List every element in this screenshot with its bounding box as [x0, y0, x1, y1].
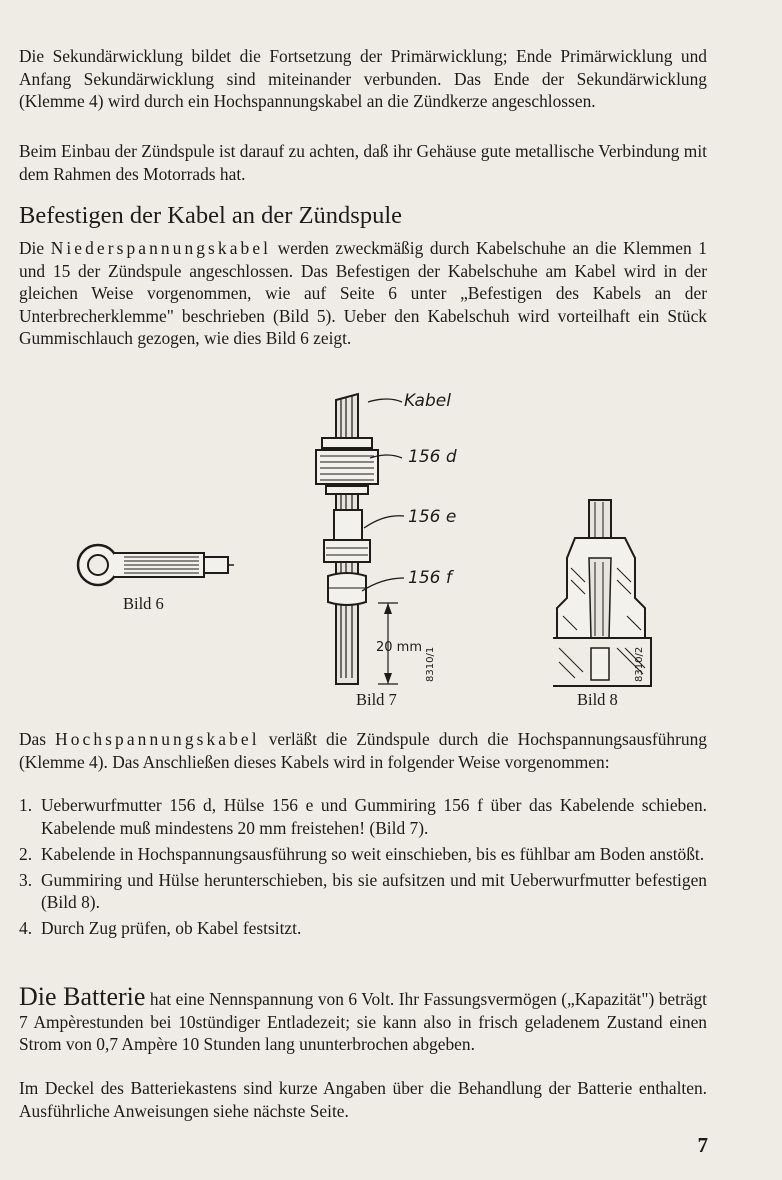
list-number: 1.: [19, 795, 33, 815]
word-das: Das: [19, 729, 47, 749]
list-number: 4.: [19, 918, 33, 939]
list-text: Kabelende in Hochspannungsausführung so weit einschieben, bis es fühlbar am Boden anstößt.: [41, 843, 705, 864]
section1-paragraph: [19, 237, 707, 350]
intro-paragraph-2: Beim Einbau der Zündspule ist darauf zu achten, daß ihr Gehäuse gute metallische Verbindung mit dem Rahmen des Motorrads hat.: [19, 141, 707, 184]
section3-paragraph-text: hat eine Nennspannung von 6 Volt. Ihr Fassungsvermögen („Kapazität") beträgt 7 Ampèrestunden bei 10stündiger Entladezeit; sie kann also in frisch geladenem Zustand einen Strom von 0,7 Ampère 10 Stunden lang ununterbrochen abgeben.: [19, 989, 707, 1055]
callout-156e: 156 e: [408, 507, 457, 527]
section2-paragraph-text: verläßt die Zündspule durch die Hochspannungsausführung (Klemme 4). Das Anschließen dieses Kabels wird in folgender Weise vorgenommen:: [19, 729, 707, 772]
list-number: 3.: [19, 869, 33, 890]
section1-paragraph-text: werden zweckmäßig durch Kabelschuhe an die Klemmen 1 und 15 der Zündspule angeschlossen. Das Befestigen der Kabelschuhe am Kabel wird in der gleichen Weise vorgenommen, wie auf Seite 6 unter „Befestigen des Kabels an der Unterbrecherklemme" beschrieben (Bild 5). Ueber den Kabelschuh wird vorteilhaft ein Stück Gummischlauch gezogen, wie dies Bild 6 zeigt.: [19, 238, 707, 349]
caption-bild7: Bild 7: [356, 690, 397, 709]
callout-kabel: Kabel: [404, 391, 451, 411]
figure-code-bild8: 8310/2: [634, 646, 645, 682]
assembly-steps-list: [19, 794, 707, 943]
list-number: 2.: [19, 843, 33, 864]
section-heading-batterie: Die Batterie: [19, 982, 146, 1011]
list-text: Durch Zug prüfen, ob Kabel festsitzt.: [41, 918, 302, 939]
section3-paragraph: [19, 982, 707, 1056]
section-heading-kabel: Befestigen der Kabel an der Zündspule: [19, 202, 403, 229]
page-number: 7: [697, 1133, 708, 1157]
section3-paragraph-2: Im Deckel des Batteriekastens sind kurze Angaben über die Behandlung der Batterie enthalten. Ausführliche Anweisungen siehe nächste Seite.: [19, 1078, 707, 1121]
list-item: [19, 917, 707, 940]
spaced-term-niederspannungskabel: Niederspannungskabel: [50, 238, 272, 258]
callout-156d: 156 d: [408, 447, 457, 467]
figure-bild6-cable-lug: [74, 535, 239, 595]
list-text: Gummiring und Hülse herunterschieben, bis sie aufsitzen und mit Ueberwurfmutter befestigen (Bild 8).: [41, 869, 707, 913]
caption-bild6: Bild 6: [123, 594, 164, 613]
intro-paragraph-1: Die Sekundärwicklung bildet die Fortsetzung der Primärwicklung; Ende Primärwicklung und Anfang Sekundärwicklung sind miteinander verbunden. Das Ende der Sekundärwicklung (Klemme 4) wird durch ein Hochspannungskabel an die Zündkerze angeschlossen.: [19, 46, 707, 112]
list-item: [19, 794, 707, 839]
dimension-label: 20 mm: [376, 640, 423, 655]
list-text: Ueberwurfmutter 156 d, Hülse 156 e und Gummiring 156 f über das Kabelende schieben. Kabelende muß mindestens 20 mm freistehen! (Bild 7).: [41, 795, 707, 838]
figure-code-bild7: 8310/1: [425, 646, 436, 682]
word-die: Die: [19, 238, 45, 258]
caption-bild8: Bild 8: [577, 690, 618, 709]
list-item: [19, 869, 707, 914]
section2-paragraph: [19, 728, 707, 773]
callout-156f: 156 f: [408, 568, 452, 588]
list-item: [19, 843, 707, 866]
spaced-term-hochspannungskabel: Hochspannungskabel: [55, 729, 260, 749]
